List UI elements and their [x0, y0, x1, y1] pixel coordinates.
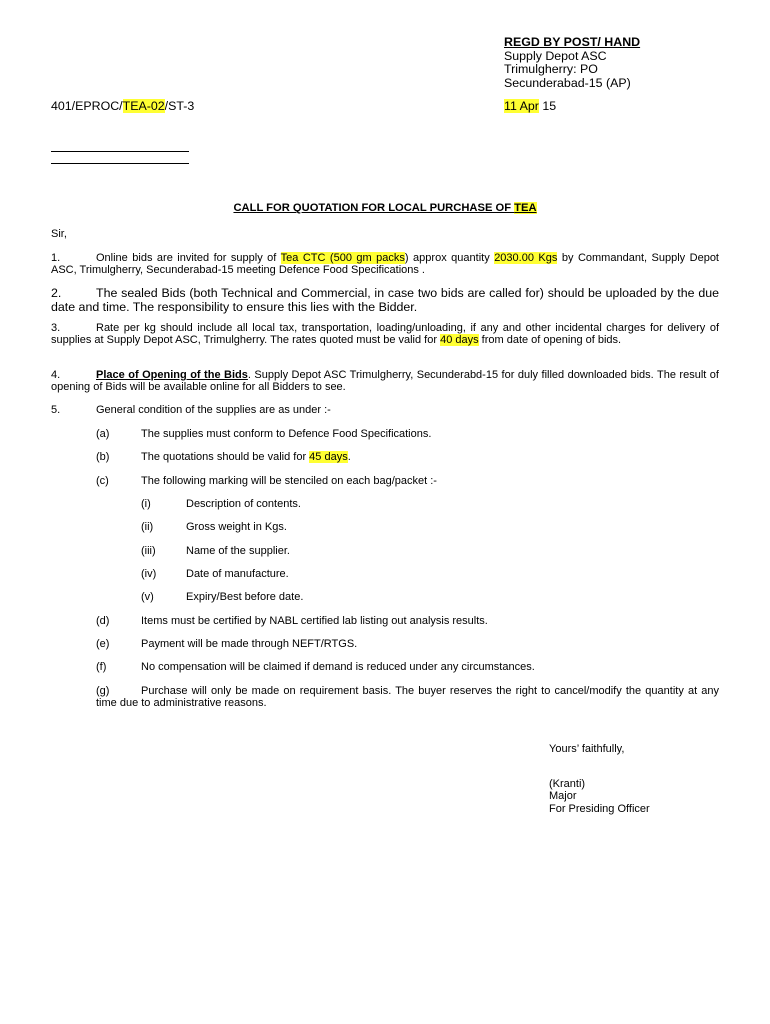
closing: Yours’ faithfully, — [549, 743, 625, 755]
marking-item: (iii) Name of the supplier. — [141, 545, 290, 557]
paragraph-4: 4. Place of Opening of the Bids. Supply Depot ASC Trimulgherry, Secunderabd-15 for duly filled downloaded bids. The result of opening of Bids will be available online for all Bidders to see. — [51, 369, 719, 394]
regd-label: REGD BY POST/ HAND — [504, 35, 641, 49]
address-line-2: Trimulgherry: PO — [504, 62, 598, 77]
condition-f: (f) No compensation will be claimed if demand is reduced under any circumstances. — [96, 661, 535, 673]
title-highlight: TEA — [514, 202, 537, 214]
marking-item: (iv) Date of manufacture. — [141, 568, 289, 580]
condition-g: (g) Purchase will only be made on requirement basis. The buyer reserves the right to cancel/modify the quantity at any time due to administrative reasons. — [96, 685, 719, 710]
letter-date: 11 Apr 15 — [504, 99, 557, 113]
signature-block — [549, 778, 650, 815]
paragraph-2: 2. The sealed Bids (both Technical and Commercial, in case two bids are called for) should be uploaded by the due date and time. The responsibility to ensure this lies with the Bidder. — [51, 286, 719, 314]
condition-d: (d) Items must be certified by NABL certified lab listing out analysis results. — [96, 615, 488, 627]
condition-b: (b) The quotations should be valid for 45 days. — [96, 451, 351, 463]
signatory-name: (Kranti) — [549, 778, 586, 790]
recipient-line-1 — [51, 151, 189, 152]
marking-item: (i) Description of contents. — [141, 498, 301, 510]
address-line-1: Supply Depot ASC — [504, 48, 607, 63]
marking-item: (ii) Gross weight in Kgs. — [141, 521, 287, 533]
paragraph-3: 3. Rate per kg should include all local tax, transportation, loading/unloading, if any and other incidental charges for delivery of supplies at Supply Depot ASC, Trimulgherry. The rates quoted must be valid for 40 days from date of opening of bids. — [51, 322, 719, 347]
document-title: CALL FOR QUOTATION FOR LOCAL PURCHASE OF TEA — [233, 202, 537, 214]
signatory-rank: Major — [549, 790, 577, 803]
sender-address — [504, 36, 640, 90]
paragraph-5: 5. General condition of the supplies are as under :- — [51, 404, 331, 416]
marking-item: (v) Expiry/Best before date. — [141, 591, 304, 603]
address-line-3: Secunderabad-15 (AP) — [504, 75, 631, 90]
paragraph-1: 1. Online bids are invited for supply of Tea CTC (500 gm packs) approx quantity 2030.00 Kgs by Commandant, Supply Depot ASC, Trimulgherry, Secunderabad-15 meeting Defence Food Specifications . — [51, 252, 719, 277]
date-highlight: 11 Apr — [504, 99, 539, 113]
condition-c: (c) The following marking will be stenciled on each bag/packet :- — [96, 475, 437, 487]
reference-highlight: TEA-02 — [122, 99, 165, 113]
salutation: Sir, — [51, 228, 67, 240]
signatory-role: For Presiding Officer — [549, 802, 650, 815]
reference-number: 401/EPROC/TEA-02/ST-3 — [51, 99, 195, 113]
recipient-line-2 — [51, 163, 189, 164]
condition-e: (e) Payment will be made through NEFT/RTGS. — [96, 638, 358, 650]
condition-a: (a) The supplies must conform to Defence Food Specifications. — [96, 428, 432, 440]
para4-heading: Place of Opening of the Bids — [96, 369, 248, 381]
